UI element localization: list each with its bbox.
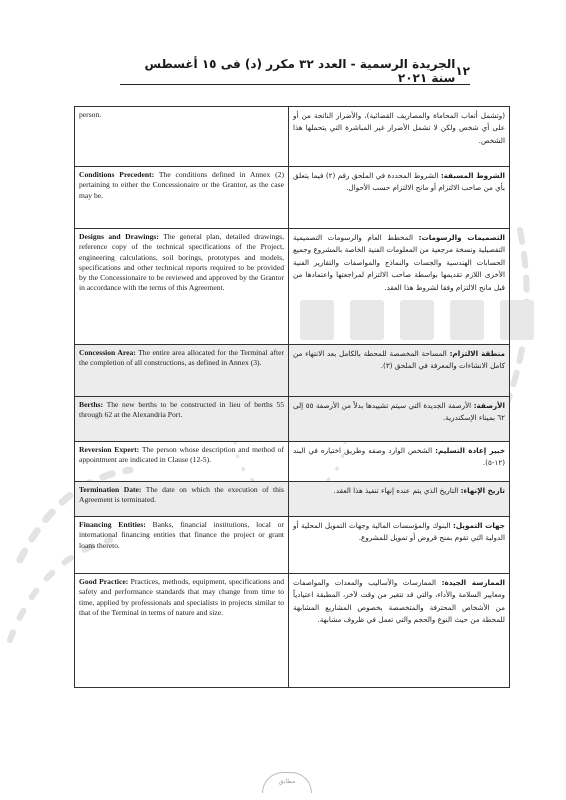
definition-row [75,397,510,442]
english-definition-cell [75,574,289,688]
definition-row [75,229,510,345]
english-term: Berths: [79,400,104,409]
english-definition-text: person. [79,110,102,119]
arabic-term: جهات التمويل: [453,521,505,530]
arabic-definition-cell [289,167,510,229]
definitions-table [74,106,510,688]
english-term: Designs and Drawings: [79,232,159,241]
english-definition-cell [75,167,289,229]
arabic-term: الشروط المسبقة: [440,171,505,180]
english-term: Conditions Precedent: [79,170,155,179]
english-term: Reversion Expert: [79,445,140,454]
page-header [120,57,470,85]
header-divider [120,84,470,85]
arabic-term: الممارسة الجيدة: [441,578,505,587]
definition-row [75,167,510,229]
english-definition-cell [75,517,289,574]
english-definition-text: The conditions defined in Annex (2) pertaining to either the Concessionaire or the Grantor, as the case may be. [79,170,284,200]
definition-row [75,345,510,397]
arabic-term: الأرصفة: [473,401,505,410]
arabic-definition-cell [289,574,510,688]
arabic-definition-text: الممارسات والأساليب والمعدات والمواصفات ومعايير السلامة والأداء، والتي قد تتغير من وقت لآخر، المطبقة اعتيادياً من الأشخاص المحترفة والمتخصصة بخصوص المشاريع المشابهة للمحطة من حيث النوع والحجم والتي تعمل في ظروف مشابهة. [293,578,505,625]
english-definition-text: The person whose description and method of appointment are indicated in Clause (12-5). [79,445,285,465]
english-definition-cell [75,229,289,345]
definition-row [75,574,510,688]
english-term: Financing Entities: [79,520,146,529]
arabic-term: منطقة الالتزام: [449,349,505,358]
arabic-definition-cell [289,229,510,345]
arabic-term: التصميمات والرسومات: [418,233,505,242]
arabic-definition-text: التاريخ الذي يتم عنده إنهاء تنفيذ هذا العقد. [333,486,461,495]
english-definition-text: Practices, methods, equipment, specifications and safety and performance standards that may change from time to time, applied by professionals and specialists in projects similar to that of the Terminal in terms of nature and size. [79,577,284,617]
arabic-definition-cell [289,107,510,167]
official-stamp: مطابق [262,772,312,793]
english-term: Termination Date: [79,485,142,494]
english-definition-cell [75,397,289,442]
arabic-definition-cell [289,482,510,517]
english-definition-text: The general plan, detailed drawings, reference copy of the technical specifications of the Project, engineering calculations, soil borings, prototypes and models, specifications and other technical reports required to be provided by the Concessionaire to be reviewed and approved by the Grantor in accordance with the terms of this Agreement. [79,232,285,293]
english-term: Good Practice: [79,577,129,586]
page-number: ١٢ [455,64,470,78]
gazette-title: الجريدة الرسمية - العدد ٣٢ مكرر (د) فى ١٥ أغسطس سنة ٢٠٢١ [144,57,456,85]
arabic-definition-text: المخطط العام والرسومات التصميمية التفصيلية ونسخة مرجعية من المعلومات الفنية الخاصة بالمشروع وجميع الحسابات الهندسية والجسات والنماذج والمواصفات والتقارير الفنية الأخرى اللازم تقديمها بواسطة صاحب الالتزام لمراجعتها واعتمادها من قبل مانح الالتزام وفقا لشروط هذا العقد. [293,233,505,292]
definition-row [75,482,510,517]
arabic-definition-text: الشروط المحددة في الملحق رقم (٢) فيما يتعلق بأي من صاحب الالتزام أو مانح الالتزام حسب الأحوال. [293,171,505,193]
english-definition-cell [75,482,289,517]
arabic-definition-text: الشخص الوارد وصفه وطريق اختياره في البند (١٢-٥). [293,446,505,468]
english-definition-text: The new berths to be constructed in lieu of berths 55 through 62 at the Alexandria Port. [79,400,284,420]
definition-row [75,442,510,482]
definition-row [75,517,510,574]
english-definition-cell [75,107,289,167]
arabic-term: تاريخ الإنهاء: [460,486,505,495]
arabic-definition-text: (وتشمل أتعاب المحاماة والمصاريف القضائية)، والأضرار الناتجة من أو على أي شخص ولكن لا تشمل الأضرار غير المباشرة التي يتحملها هذا الشخص. [293,111,505,145]
arabic-definition-cell [289,517,510,574]
english-term: Concession Area: [79,348,136,357]
arabic-definition-text: المساحة المخصصة للمحطة بالكامل بعد الانتهاء من كامل الانشاءات والمعرفة في الملحق (٣). [293,349,505,371]
english-definition-text: The date on which the execution of this Agreement is terminated. [79,485,284,505]
arabic-definition-text: الأرصفة الجديدة التي سيتم تشييدها بدلاً من الأرصفة ٥٥ إلى ٦٢ بميناء الإسكندرية. [293,401,505,423]
arabic-definition-cell [289,345,510,397]
arabic-definition-cell [289,442,510,482]
definition-row [75,107,510,167]
arabic-definition-cell [289,397,510,442]
arabic-term: خبير إعادة التسليم: [435,446,505,455]
arabic-definition-text: البنوك والمؤسسات المالية وجهات التمويل المحلية أو الدولية التي تقوم بمنح قروض أو تمويل للمشروع. [293,521,505,543]
english-definition-cell [75,345,289,397]
english-definition-text: The entire area allocated for the Terminal after the completion of all constructions, as defined in Annex (3). [79,348,284,368]
english-definition-text: Banks, financial institutions, local or international financing entities that finance the project or grant loans thereto. [79,520,284,550]
english-definition-cell [75,442,289,482]
